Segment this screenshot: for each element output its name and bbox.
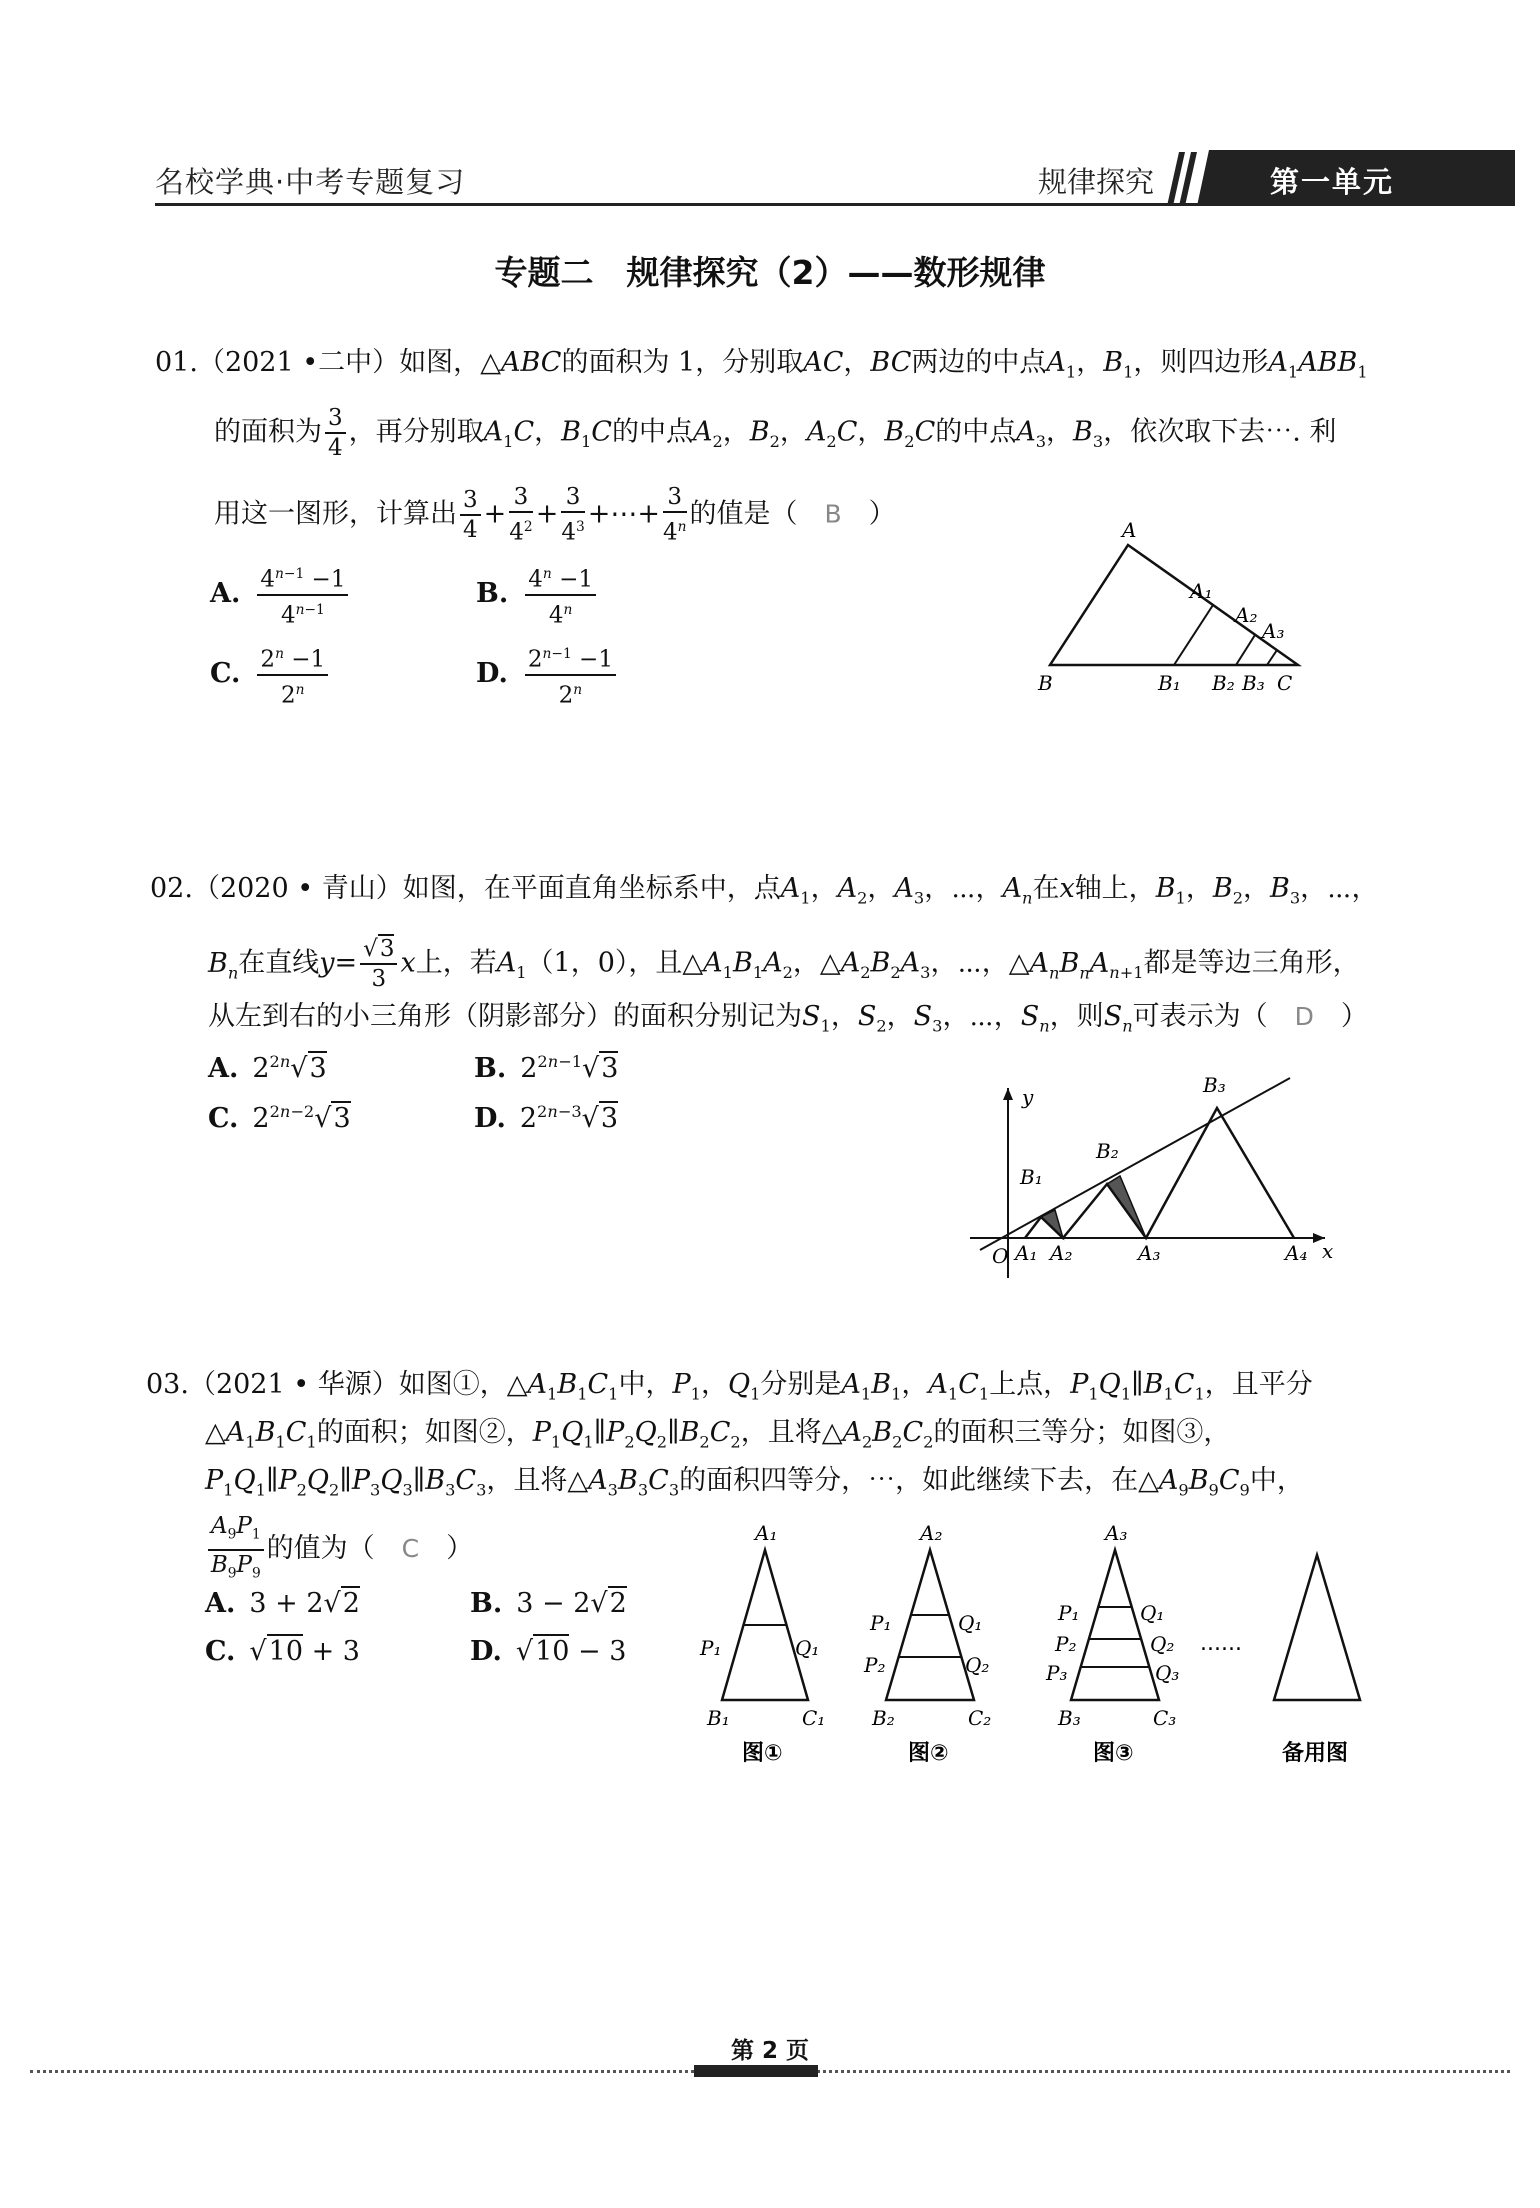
q1-label-a3: A₃ bbox=[1262, 619, 1285, 643]
q3-text: 的面积三等分；如图③， bbox=[933, 1417, 1231, 1448]
q2-label-y: y bbox=[1022, 1085, 1034, 1109]
svg-text:A₁: A₁ bbox=[755, 1521, 778, 1545]
q1-label-c: C bbox=[1277, 671, 1293, 695]
q1-text: 的值是（ bbox=[689, 498, 798, 530]
q2-option-b: B. $2^{2n-1}√3$ bbox=[474, 1052, 619, 1084]
q1-label-b1: B₁ bbox=[1158, 671, 1181, 695]
q2-label-a2: A₂ bbox=[1050, 1241, 1073, 1265]
q2-label-b2: B₂ bbox=[1096, 1139, 1119, 1163]
q3-number: 03. bbox=[146, 1369, 189, 1400]
q3-option-b: B. 3 − 2√2 bbox=[470, 1588, 627, 1619]
q3-caption-2: 图② bbox=[908, 1741, 949, 1765]
svg-text:Q₁: Q₁ bbox=[795, 1636, 820, 1660]
q1-label-b2: B₂ bbox=[1212, 671, 1235, 695]
q2-text: ） bbox=[1340, 1001, 1368, 1032]
page-number: 第 2 页 bbox=[730, 2038, 810, 2064]
svg-text:C₁: C₁ bbox=[802, 1706, 826, 1730]
q3-caption-1: 图① bbox=[742, 1741, 783, 1765]
q3-text: 的值为（ bbox=[266, 1533, 375, 1565]
q2-text: 在直线 bbox=[238, 947, 320, 979]
q3-ratio: $\frac{A_9P_1}{B_9P_9}$ bbox=[208, 1512, 264, 1587]
q2-label-b1: B₁ bbox=[1020, 1165, 1043, 1189]
svg-text:Q₂: Q₂ bbox=[965, 1653, 990, 1677]
q1-label-b3: B₃ bbox=[1242, 671, 1265, 695]
q3-line-2: $\triangle A_1B_1C_1$的面积；如图②，$P_1Q_1\parallel P_2Q_2\parallel B_2C_2$，且将$\triangle A_2B_2C_2$的面积三等分；如图③， bbox=[205, 1417, 1231, 1452]
q1-label-b: B bbox=[1038, 671, 1053, 695]
q2-option-a: A. $2^{2n}√3$ bbox=[208, 1052, 327, 1084]
q2-source: （2020 • 青山） bbox=[192, 873, 403, 904]
q2-line-2: $B_n$在直线y= $\frac{√3}{3}$ x上，若$A_1(1$，0），且$\triangle A_1B_1A_2$，$\triangle A_2B_2A_3$，⋯，$\triangle A_nB_nA_{n+1}$都是等边三角形， bbox=[208, 936, 1360, 992]
q3-line-1: 03.（2021 • 华源）如图①，$\triangle A_1B_1C_1$中，$P_1$，$Q_1$分别是$A_1B_1$，$A_1C_1$上点，$P_1Q_1\parallel B_1C_1$，且平分 bbox=[146, 1369, 1313, 1404]
q1-text: ，则四边形 bbox=[1133, 347, 1269, 378]
q1-option-c: C. $\frac{2^n -1}{2^n}$ bbox=[210, 640, 331, 709]
q3-text: 的面积四等分，⋯，如此继续下去，在 bbox=[679, 1465, 1139, 1496]
q2-label-a4: A₄ bbox=[1285, 1241, 1308, 1265]
q2-line-3: 从左到右的小三角形（阴影部分）的面积分别记为$S_1$，$S_2$，$S_3$，⋯，$S_n$，则$S_n$可表示为（ D ） bbox=[208, 1001, 1368, 1036]
svg-text:Q₁: Q₁ bbox=[1140, 1601, 1165, 1625]
svg-text:B₂: B₂ bbox=[872, 1706, 895, 1730]
q2-label-a3: A₃ bbox=[1138, 1241, 1161, 1265]
q1-text: 两边的中点 bbox=[911, 347, 1047, 378]
section-title: 规律探究 bbox=[1038, 165, 1155, 199]
q3-line-3: $P_1Q_1\parallel P_2Q_2\parallel P_3Q_3\parallel B_3C_3$，且将$\triangle A_3B_3C_3$的面积四等分，⋯，如此继续下去，在$\triangle A_9B_9C_9$中， bbox=[205, 1465, 1304, 1500]
q1-source: （2021 •二中） bbox=[197, 347, 400, 378]
q1-option-d: D. $\frac{2^{n-1} -1}{2^n}$ bbox=[476, 640, 619, 709]
q3-text: 中， bbox=[618, 1369, 673, 1400]
q3-text: ） bbox=[446, 1533, 474, 1565]
q3-text: 分别是 bbox=[760, 1369, 842, 1400]
q3-source: （2021 • 华源） bbox=[188, 1369, 399, 1400]
svg-text:C₂: C₂ bbox=[968, 1706, 992, 1730]
q3-caption-3: 图③ bbox=[1093, 1741, 1134, 1765]
svg-text:Q₃: Q₃ bbox=[1155, 1661, 1180, 1685]
q1-figure bbox=[1030, 515, 1320, 700]
book-title: 名校学典·中考专题复习 bbox=[155, 165, 466, 199]
q2-text: 从左到右的小三角形（阴影部分）的面积分别记为 bbox=[208, 1001, 802, 1032]
q3-option-c: C. √10 + 3 bbox=[205, 1636, 360, 1667]
q2-answer: D bbox=[1294, 1002, 1314, 1031]
svg-text:P₃: P₃ bbox=[1046, 1661, 1068, 1685]
q1-line-1: 01.（2021 •二中）如图，△ABC的面积为 1，分别取AC，BC两边的中点$A_1$，$B_1$，则四边形$A_1ABB_1$ bbox=[155, 347, 1368, 382]
svg-text:P₁: P₁ bbox=[1058, 1601, 1080, 1625]
q3-caption-4: 备用图 bbox=[1282, 1741, 1349, 1765]
q1-option-a: A. $\frac{4^{n-1} -1}{4^{n-1}}$ bbox=[210, 560, 351, 629]
q3-option-d: D. √10 − 3 bbox=[470, 1636, 627, 1667]
q1-text: 的中点 bbox=[611, 416, 693, 448]
q2-text: ，则 bbox=[1049, 1001, 1104, 1032]
q3-text: 的面积；如图②， bbox=[316, 1417, 533, 1448]
q2-text: 如图，在平面直角坐标系中，点 bbox=[402, 873, 781, 904]
page-title: 专题二 规律探究（2）——数形规律 bbox=[494, 253, 1046, 292]
q3-text: 中， bbox=[1249, 1465, 1304, 1496]
q1-answer: B bbox=[824, 499, 842, 529]
q3-text: ，且平分 bbox=[1204, 1369, 1313, 1400]
svg-text:P₁: P₁ bbox=[870, 1611, 892, 1635]
q2-text: 可表示为（ bbox=[1132, 1001, 1268, 1032]
q3-option-a: A. 3 + 2√2 bbox=[205, 1588, 360, 1619]
q1-text: ） bbox=[868, 498, 896, 530]
q2-number: 02. bbox=[150, 873, 193, 904]
svg-text:Q₁: Q₁ bbox=[958, 1611, 983, 1635]
q3-answer: C bbox=[401, 1534, 420, 1564]
svg-text:B₁: B₁ bbox=[707, 1706, 730, 1730]
q3-text: ，且将 bbox=[486, 1465, 568, 1496]
q3-dots: ...... bbox=[1200, 1631, 1242, 1656]
q2-label-o: O bbox=[992, 1244, 1009, 1268]
header-rule bbox=[155, 203, 1515, 206]
q2-text: 轴上， bbox=[1074, 873, 1156, 904]
q1-label-a: A bbox=[1122, 518, 1137, 542]
q1-text: 的面积为 1，分别取 bbox=[561, 347, 804, 378]
q2-option-c: C. $2^{2n-2}√3$ bbox=[208, 1102, 351, 1134]
svg-text:P₂: P₂ bbox=[1055, 1632, 1077, 1656]
q1-line-3: 用这一图形，计算出 $\frac{3}{4}$ + $\frac{3}{4^2}$ + $\frac{3}{4^3}$ +⋯+ $\frac{3}{4^n}$ 的值是（ B ） bbox=[214, 484, 896, 546]
q1-number: 01. bbox=[155, 347, 198, 378]
q2-text: 上，若 bbox=[415, 947, 497, 979]
svg-text:P₁: P₁ bbox=[700, 1636, 722, 1660]
svg-text:A₂: A₂ bbox=[920, 1521, 943, 1545]
svg-text:B₃: B₃ bbox=[1058, 1706, 1081, 1730]
q1-label-a1: A₁ bbox=[1190, 579, 1213, 603]
q1-text: ，依次取下去⋯. 利 bbox=[1103, 416, 1337, 448]
q2-text: 都是等边三角形， bbox=[1143, 947, 1360, 979]
q1-line-2: 的面积为 $\frac{3}{4}$ ，再分别取$A_1C$，$B_1C$的中点$A_2$，$B_2$，$A_2C$，$B_2C$的中点$A_3$，$B_3$，依次取下去⋯. 利 bbox=[214, 405, 1337, 461]
q2-option-d: D. $2^{2n-3}√3$ bbox=[474, 1102, 619, 1134]
q1-text: 如图， bbox=[399, 347, 481, 378]
q2-line-1: 02.（2020 • 青山）如图，在平面直角坐标系中，点$A_1$，$A_2$，$A_3$，⋯，$A_n$在x轴上，$B_1$，$B_2$，$B_3$，⋯， bbox=[150, 873, 1379, 908]
svg-text:C₃: C₃ bbox=[1153, 1706, 1177, 1730]
q2-label-a1: A₁ bbox=[1015, 1241, 1038, 1265]
q1-text: ，再分别取 bbox=[348, 416, 484, 448]
q1-text: 的面积为 bbox=[214, 416, 322, 448]
q1-fraction: $\frac{3}{4}$ bbox=[325, 404, 346, 462]
q3-text: ，且将 bbox=[740, 1417, 822, 1448]
svg-text:P₂: P₂ bbox=[864, 1653, 886, 1677]
q1-text: 用这一图形，计算出 bbox=[214, 498, 457, 530]
footer-bar bbox=[694, 2065, 818, 2077]
svg-text:A₃: A₃ bbox=[1105, 1521, 1128, 1545]
q3-text: 上点， bbox=[989, 1369, 1071, 1400]
q1-option-b: B. $\frac{4^n -1}{4^n}$ bbox=[476, 560, 599, 629]
q1-text: 的中点 bbox=[935, 416, 1017, 448]
svg-text:Q₂: Q₂ bbox=[1150, 1632, 1175, 1656]
q2-text: 在 bbox=[1032, 873, 1060, 904]
q2-text: （1，0），且 bbox=[526, 947, 683, 979]
q1-label-a2: A₂ bbox=[1235, 603, 1258, 627]
q2-label-b3: B₃ bbox=[1203, 1073, 1226, 1097]
q2-figure bbox=[960, 1068, 1340, 1283]
q3-text: 如图①， bbox=[398, 1369, 507, 1400]
q3-line-4 bbox=[205, 1512, 473, 1587]
q3-figures bbox=[680, 1515, 1400, 1765]
unit-label: 第一单元 bbox=[1270, 165, 1395, 199]
q2-label-x: x bbox=[1322, 1239, 1334, 1263]
